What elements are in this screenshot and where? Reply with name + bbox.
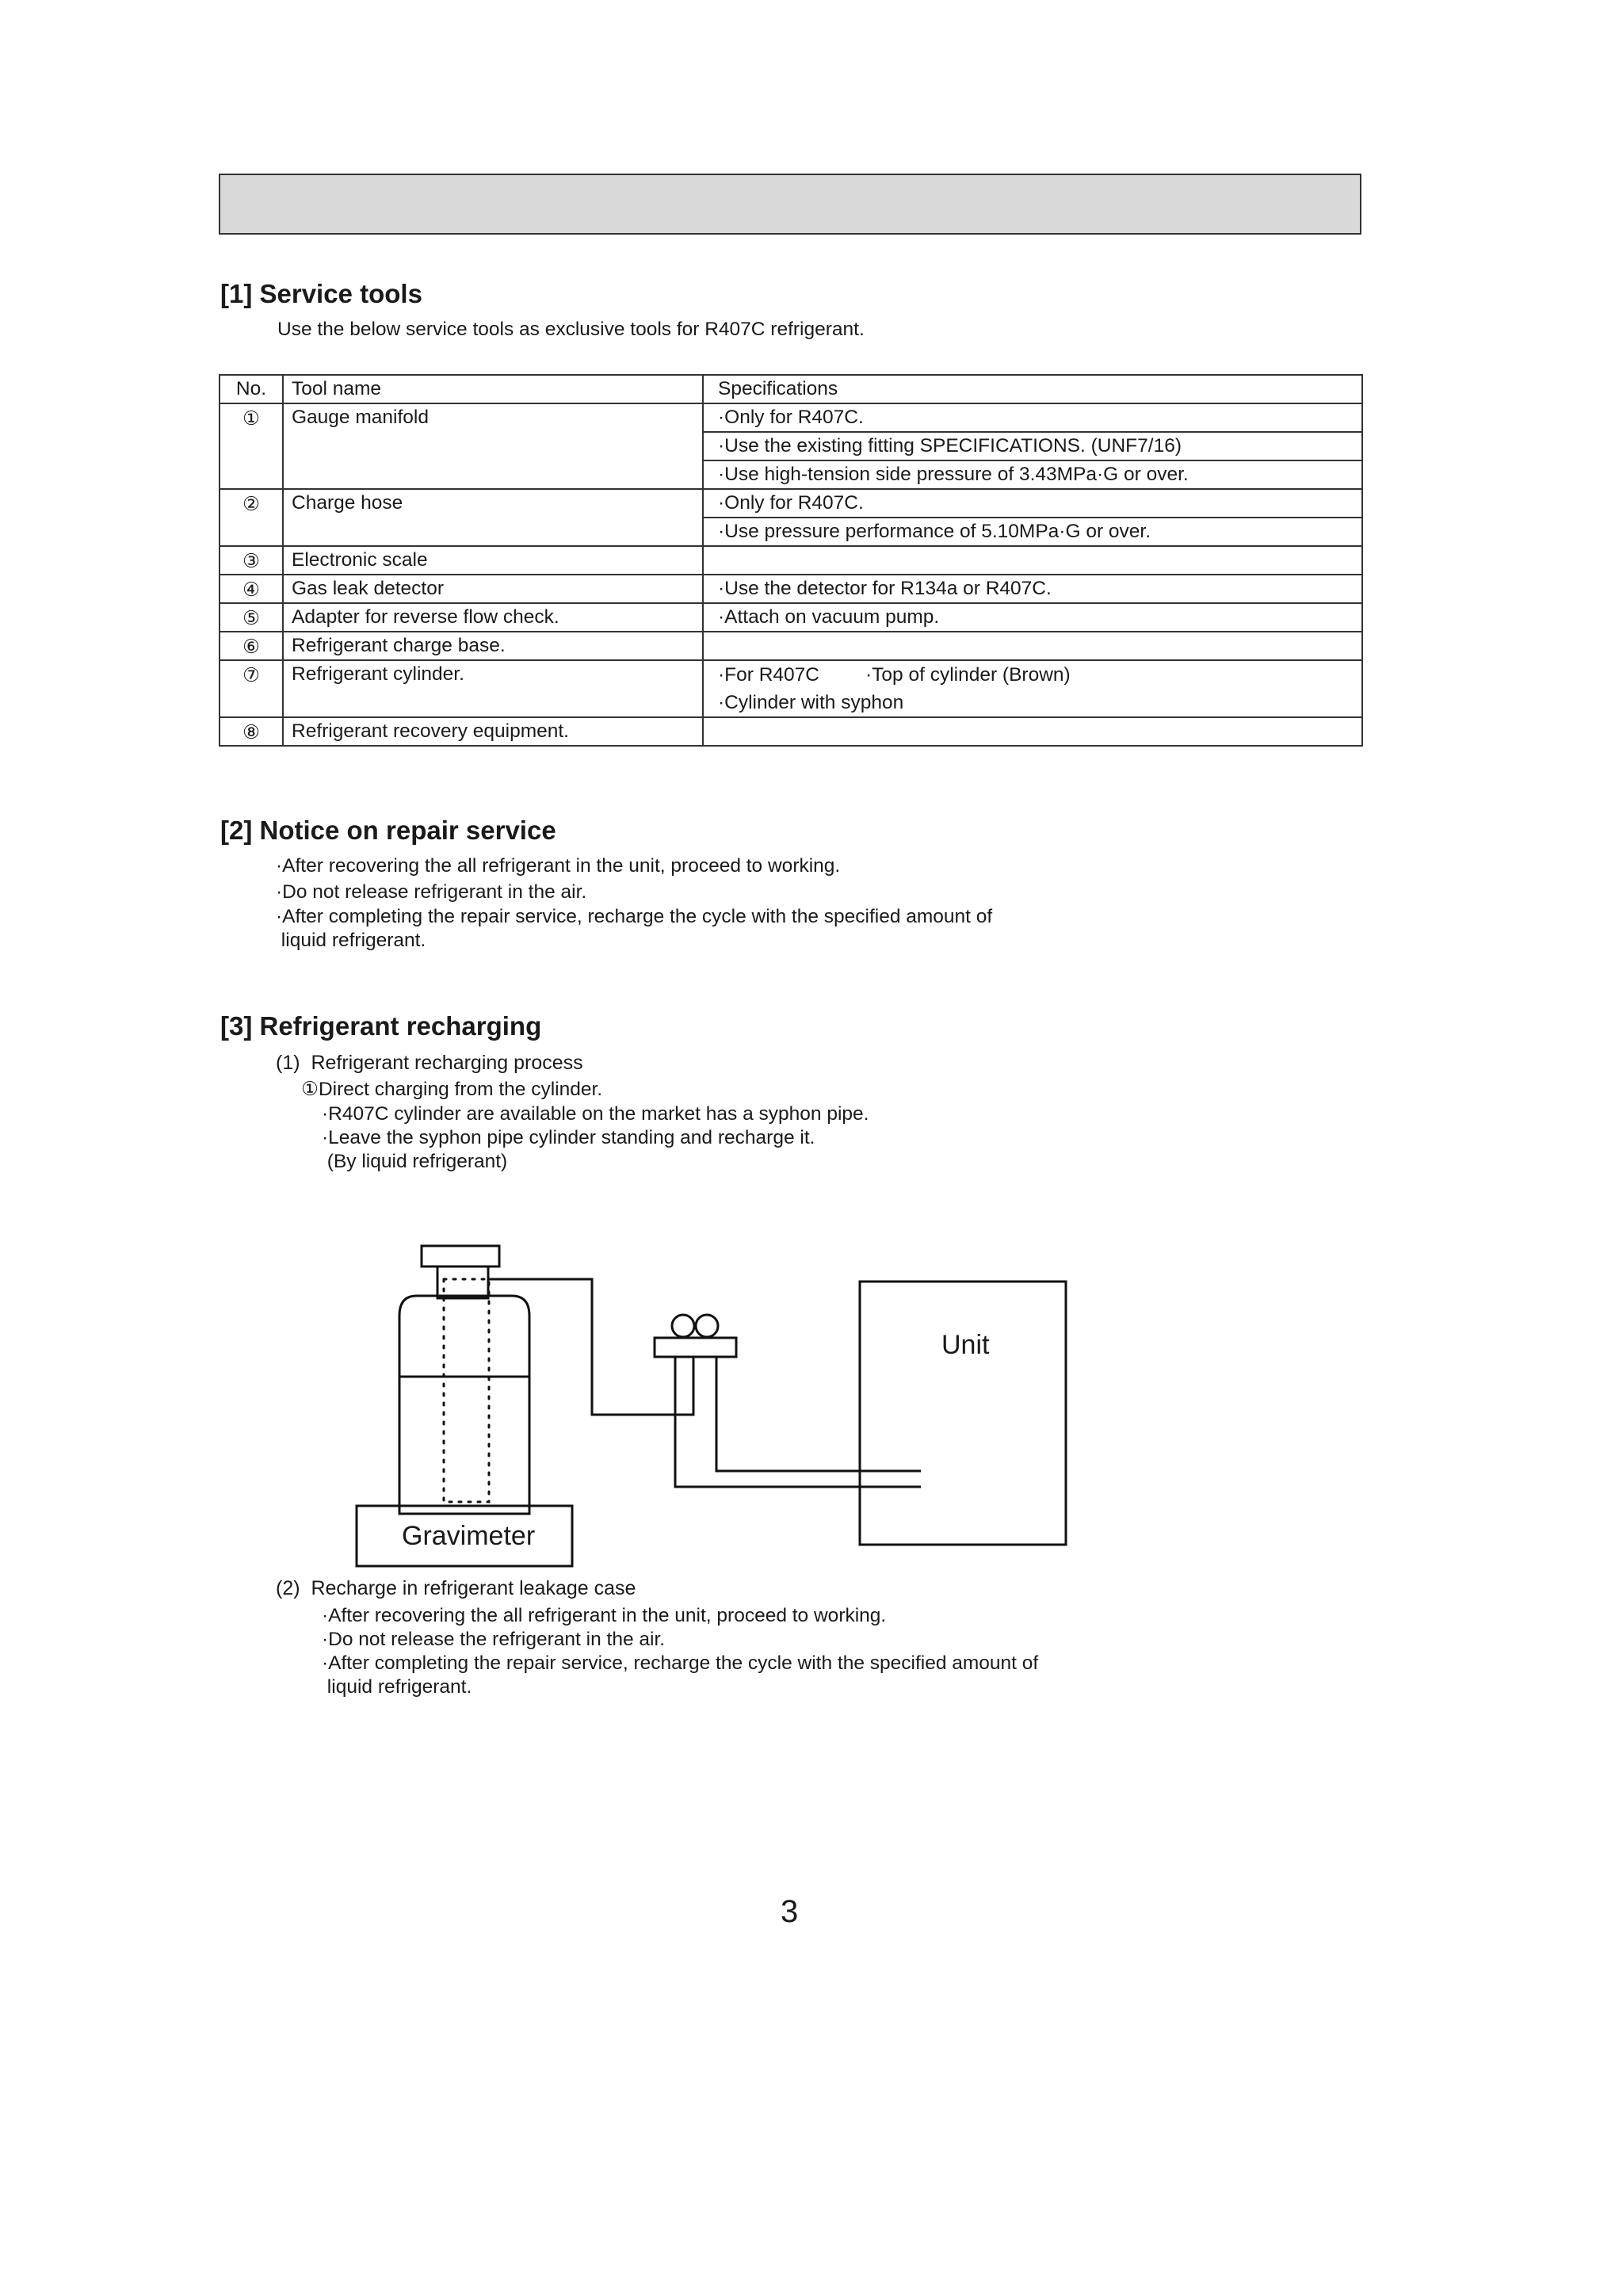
section-service-tools-title: [1] Service tools: [220, 279, 422, 308]
tool-name: Gas leak detector: [283, 575, 703, 603]
cylinder-neck: [437, 1266, 488, 1298]
row-number: ⑧: [220, 717, 283, 746]
notice-line: ·After recovering the all refrigerant in the unit, proceed to working.: [276, 855, 841, 877]
process-line: ·Leave the syphon pipe cylinder standing and recharge it.: [322, 1127, 815, 1148]
gauge-manifold: [655, 1338, 736, 1357]
table-row: [220, 489, 1362, 518]
process-line: ①Direct charging from the cylinder.: [301, 1079, 603, 1100]
section-recharging-title: [3] Refrigerant recharging: [220, 1011, 542, 1041]
row-number: ⑤: [220, 603, 283, 632]
leakage-line: ·After completing the repair service, recharge the cycle with the specified amount of: [322, 1652, 1039, 1674]
row-number: ④: [220, 575, 283, 603]
service-tools-table: [219, 374, 1363, 747]
charge-hose-unit-upper: [716, 1357, 921, 1471]
row-number: ①: [220, 403, 283, 489]
tool-name: Refrigerant charge base.: [283, 632, 703, 660]
spec-cell: [703, 632, 1362, 660]
table-row: [220, 403, 1362, 432]
row-number: ⑥: [220, 632, 283, 660]
row-number: ③: [220, 546, 283, 575]
table-row: [220, 546, 1362, 575]
spec-cell: ·Only for R407C.: [703, 403, 1362, 432]
spec-cell: ·Use the detector for R134a or R407C.: [703, 575, 1362, 603]
page-number: 3: [781, 1894, 799, 1929]
syphon-pipe: [444, 1279, 489, 1502]
tool-name: Charge hose: [283, 489, 703, 546]
table-row: [220, 660, 1362, 689]
leakage-line: ·After recovering the all refrigerant in the unit, proceed to working.: [322, 1605, 887, 1626]
header-bar: [219, 174, 1361, 235]
tool-name: Refrigerant cylinder.: [283, 660, 703, 717]
table-row: [220, 603, 1362, 632]
unit-label: Unit: [941, 1330, 990, 1360]
spec-cell: [703, 660, 1362, 689]
section-notice-title: [2] Notice on repair service: [220, 816, 556, 845]
charge-hose-cylinder: [488, 1279, 693, 1415]
spec-cell: ·Only for R407C.: [703, 489, 1362, 518]
header-no: No.: [220, 375, 283, 403]
table-row: [220, 632, 1362, 660]
spec-cell: ·Attach on vacuum pump.: [703, 603, 1362, 632]
subsection-recharging-process: (1) Refrigerant recharging process: [276, 1052, 583, 1074]
gravimeter-label: Gravimeter: [402, 1521, 536, 1551]
leakage-line: ·Do not release the refrigerant in the air.: [322, 1629, 666, 1650]
tool-name: Electronic scale: [283, 546, 703, 575]
spec-cell: [703, 717, 1362, 746]
section-service-tools-intro: Use the below service tools as exclusive tools for R407C refrigerant.: [277, 319, 865, 340]
high-pressure-gauge-icon: [696, 1315, 718, 1337]
spec-cell: ·Cylinder with syphon: [703, 689, 1362, 717]
table-row: [220, 717, 1362, 746]
spec-cell: [703, 546, 1362, 575]
subsection-leakage-case: (2) Recharge in refrigerant leakage case: [276, 1577, 636, 1599]
notice-line: ·After completing the repair service, recharge the cycle with the specified amount of: [276, 906, 993, 927]
row-number: ⑦: [220, 660, 283, 717]
notice-line: liquid refrigerant.: [276, 930, 426, 951]
tool-name: Refrigerant recovery equipment.: [283, 717, 703, 746]
cylinder-cap: [422, 1246, 499, 1266]
process-line: ·R407C cylinder are available on the market has a syphon pipe.: [322, 1103, 869, 1125]
header-tool-name: Tool name: [283, 375, 703, 403]
notice-line: ·Do not release refrigerant in the air.: [276, 881, 587, 903]
process-line: (By liquid refrigerant): [322, 1151, 508, 1172]
tool-name: Adapter for reverse flow check.: [283, 603, 703, 632]
spec-cell: ·Use high-tension side pressure of 3.43MPa·G or over.: [703, 460, 1362, 489]
spec-cell: ·Use pressure performance of 5.10MPa·G or over.: [703, 518, 1362, 546]
spec-text: ·For R407C: [718, 663, 819, 686]
tool-name: Gauge manifold: [283, 403, 703, 489]
spec-extra-text: ·Top of cylinder (Brown): [865, 663, 1071, 686]
header-specifications: Specifications: [703, 375, 1362, 403]
spec-cell: ·Use the existing fitting SPECIFICATIONS. (UNF7/16): [703, 432, 1362, 460]
table-row: [220, 575, 1362, 603]
leakage-line: liquid refrigerant.: [322, 1676, 472, 1698]
row-number: ②: [220, 489, 283, 546]
low-pressure-gauge-icon: [672, 1315, 694, 1337]
table-header-row: [220, 375, 1362, 403]
charge-hose-unit-lower: [675, 1357, 921, 1487]
unit-box: [860, 1282, 1066, 1545]
refrigerant-cylinder: [399, 1296, 529, 1514]
